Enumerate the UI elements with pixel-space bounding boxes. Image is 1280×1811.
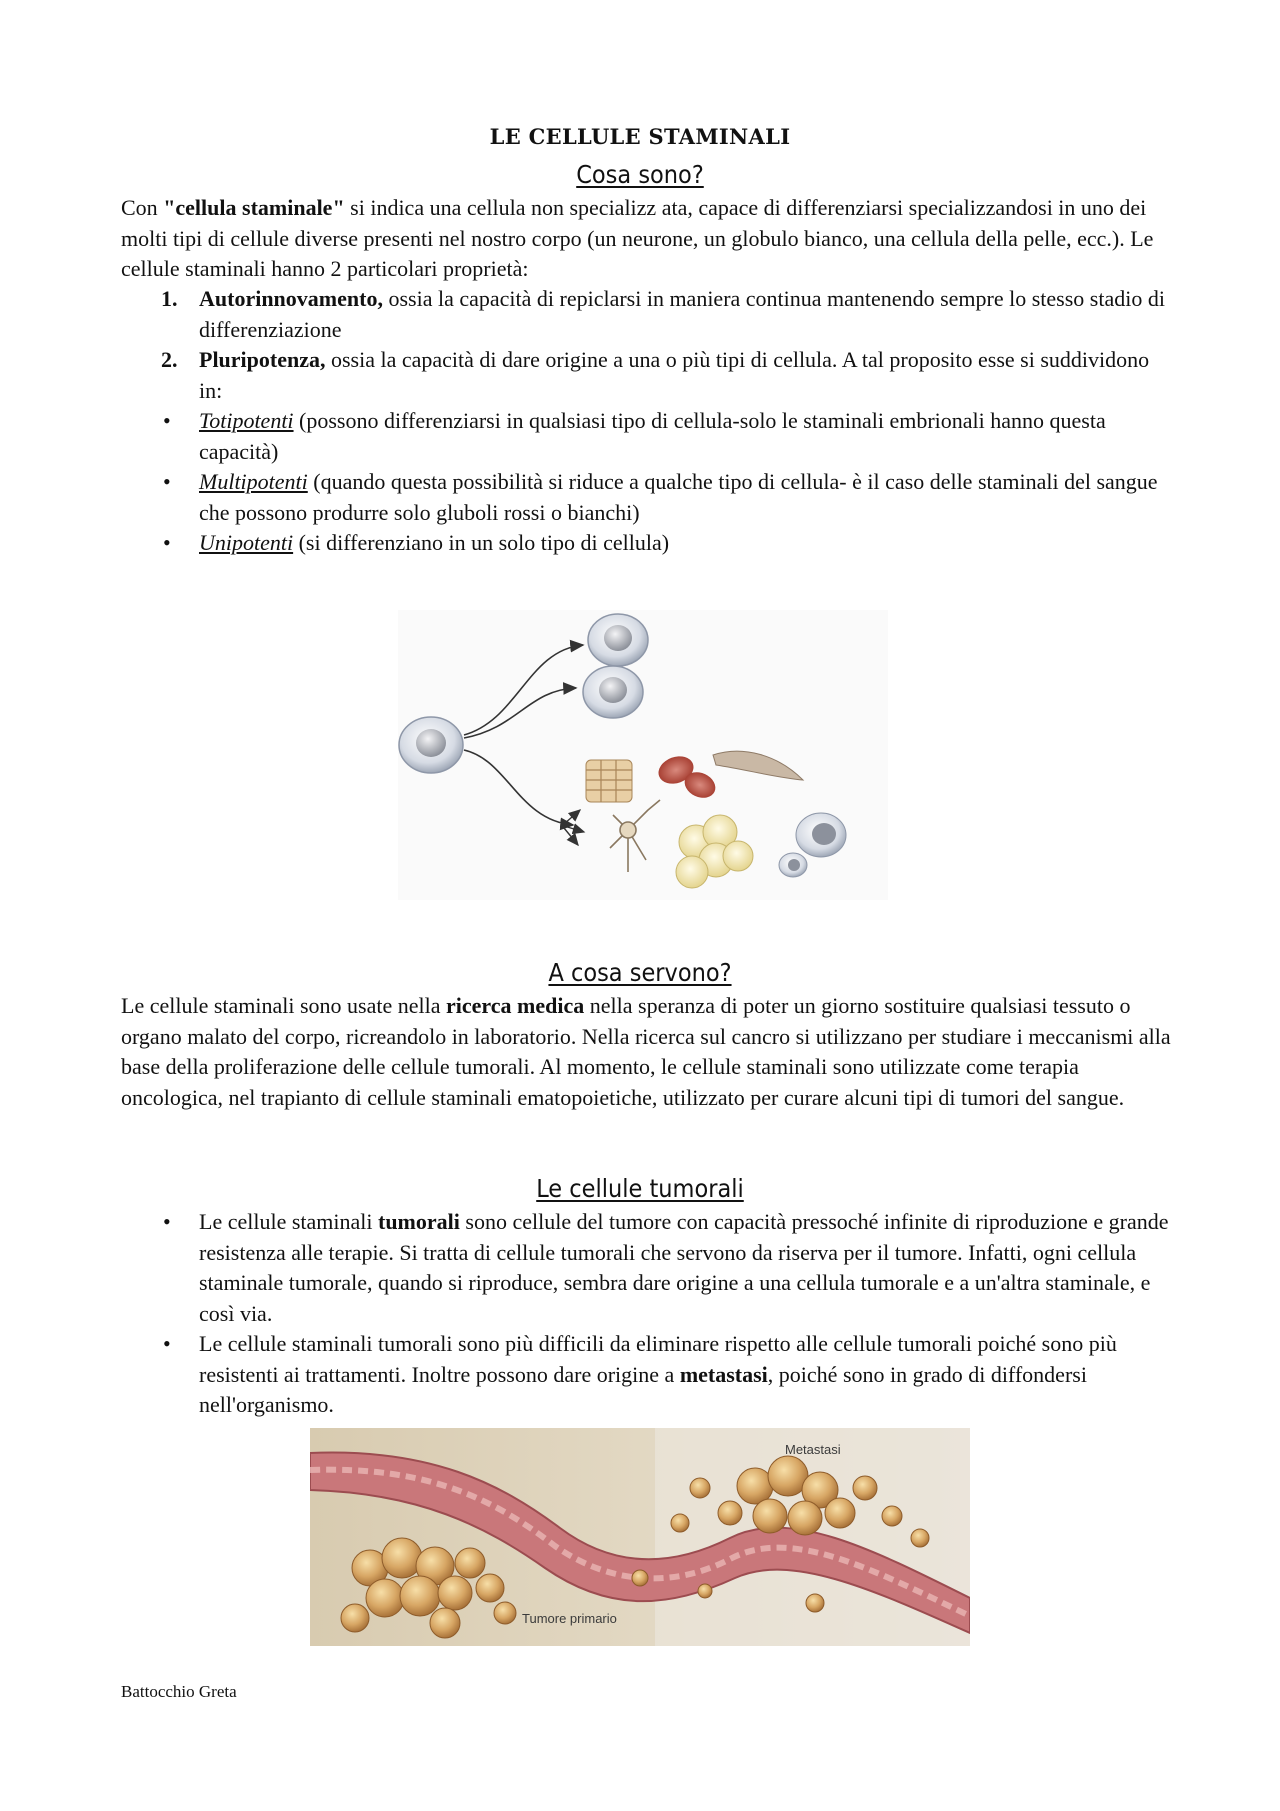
type-term: Multipotenti [199, 469, 308, 494]
list-number: 1. [161, 286, 178, 311]
bullet: • [163, 1209, 171, 1234]
author-footer: Battocchio Greta [121, 1682, 237, 1701]
item-bold: tumorali [378, 1209, 460, 1234]
bullet: • [163, 469, 171, 494]
type-term: Totipotenti [199, 408, 294, 433]
list-item [121, 284, 1171, 345]
type-text: (possono differenziarsi in qualsiasi tipo di cellula-solo le staminali embrionali hanno questa capacità) [199, 408, 1106, 464]
list-item [121, 406, 1171, 467]
intro-post: si indica una cellula non specializz ata, capace di differenziarsi specializzandosi in uno dei molti tipi di cellule diverse presenti nel nostro corpo (un neurone, un globulo bianco, una cellula della pelle, ecc.). Le cellule staminali hanno 2 particolari proprietà: [121, 195, 1154, 281]
intro-paragraph [121, 193, 1171, 285]
label-tumore-primario: Tumore primario [522, 1611, 617, 1626]
uses-bold: ricerca medica [446, 993, 585, 1018]
item-post: , poiché sono in grado di diffondersi nell'organismo. [199, 1361, 1087, 1417]
item-pre: Le cellule staminali [199, 1209, 378, 1234]
item-bold: metastasi [679, 1361, 768, 1387]
intro-bold: "cellula staminale" [163, 195, 345, 220]
heading-a-cosa-servono: A cosa servono? [548, 958, 732, 987]
list-item [121, 1329, 1171, 1421]
property-text: ossia la capacità di dare origine a una o più tipi di cellula. A tal proposito esse si suddividono in: [199, 347, 1150, 403]
uses-paragraph [121, 991, 1171, 1113]
properties-list [121, 284, 1171, 559]
list-item [121, 1207, 1171, 1329]
list-item [121, 467, 1171, 528]
item-pre: Le cellule staminali tumorali sono più difficili da eliminare rispetto alle cellule tumorali poiché sono più resistenti ai trattamenti. Inoltre possono dare origine a [199, 1331, 1117, 1387]
type-term: Unipotenti [199, 530, 294, 555]
item-post: sono cellule del tumore con capacità pressoché infinite di riproduzione e grande resistenza alle terapie. Si tratta di cellule tumorali che servono da riserva per il tumore. Infatti, ogni cellula staminale tumorale, quando si riproduce, sembra dare origine a una cellula tumorale e a un'altra staminale, e così via. [199, 1209, 1169, 1326]
property-text: ossia la capacità di repiclarsi in maniera continua mantenendo sempre lo stesso stadio di differenziazione [199, 286, 1165, 342]
type-text: (quando questa possibilità si riduce a qualche tipo di cellula- è il caso delle staminali del sangue che possono produrre solo gluboli rossi o bianchi) [199, 469, 1158, 525]
stem-cell [399, 717, 463, 773]
metastasis-figure [310, 1428, 970, 1646]
type-text: (si differenziano in un solo tipo di cellula) [293, 530, 670, 555]
label-metastasi: Metastasi [785, 1442, 841, 1457]
stem-cell-differentiation-figure [398, 610, 888, 900]
heading-cosa-sono: Cosa sono? [576, 160, 704, 189]
intro-pre: Con [121, 195, 164, 220]
property-name: Autorinnovamento, [199, 286, 383, 311]
property-name: Pluripotenza, [199, 347, 326, 372]
list-item [121, 345, 1171, 406]
bullet: • [163, 1331, 171, 1356]
muscle-tissue [586, 760, 632, 802]
tumor-list [121, 1207, 1171, 1421]
uses-pre: Le cellule staminali sono usate nella [121, 993, 447, 1018]
daughter-cell [588, 614, 648, 666]
bullet: • [163, 408, 171, 433]
list-item [121, 528, 1171, 559]
heading-cellule-tumorali: Le cellule tumorali [536, 1174, 744, 1203]
uses-post: nella speranza di poter un giorno sostituire qualsiasi tessuto o organo malato del corpo, ricreandolo in laboratorio. Nella ricerca sul cancro si utilizzano per studiare i meccanismi alla base della proliferazione delle cellule tumorali. Al momento, le cellule staminali sono utilizzate come terapia oncologica, nel trapianto di cellule staminali ematopoietiche, utilizzato per curare alcuni tipi di tumori del sangue. [121, 993, 1171, 1110]
bullet: • [163, 530, 171, 555]
page-title: LE CELLULE STAMINALI [489, 124, 791, 149]
list-number: 2. [161, 347, 178, 372]
daughter-cell [583, 666, 643, 718]
